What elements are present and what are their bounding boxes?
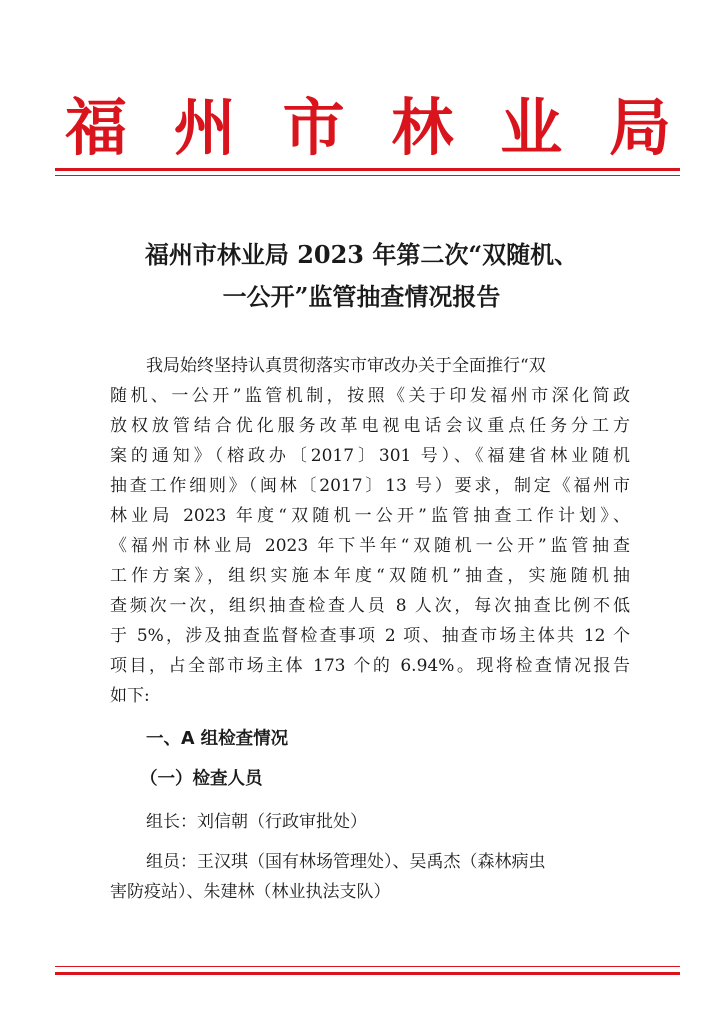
body-line: 我局始终坚持认真贯彻落实市审改办关于全面推行“双: [146, 356, 546, 376]
team-members-line1: 组员：王汉琪（国有林场管理处）、吴禹杰（森林病虫: [146, 852, 546, 872]
body-line: 项目，占全部市场主体 173 个的 6.94%。现将检查情况报告: [110, 656, 630, 676]
body-line: 《福州市林业局 2023 年下半年“双随机一公开”监管抽查: [110, 536, 630, 556]
body-line: 案的通知》（榕政办〔2017〕301 号）、《福建省林业随机: [110, 446, 630, 466]
masthead-char: 福: [64, 91, 127, 164]
footer-rule-thin: [55, 966, 680, 967]
masthead-char: 林: [391, 91, 454, 164]
body-line: 林业局 2023 年度“双随机一公开”监管抽查工作计划》、: [110, 506, 630, 526]
body-line: 放权放管结合优化服务改革电视电话会议重点任务分工方: [110, 416, 630, 436]
masthead-title: [58, 92, 678, 164]
body-line: 查频次一次，组织抽查检查人员 8 人次，每次抽查比例不低: [110, 596, 630, 616]
section-heading: 一、A 组检查情况: [146, 729, 289, 749]
body-line: 随机、一公开”监管机制，按照《关于印发福州市深化简政: [110, 386, 630, 406]
body-line: 抽查工作细则》（闽林〔2017〕13 号）要求，制定《福州市: [110, 476, 630, 496]
body-line: 于 5%，涉及抽查监督检查事项 2 项、抽查市场主体共 12 个: [110, 626, 630, 646]
masthead-char: 市: [282, 91, 345, 164]
body-line: 工作方案》，组织实施本年度“双随机”抽查，实施随机抽: [110, 566, 630, 586]
body-line: 如下:: [110, 686, 150, 706]
masthead-char: 局: [608, 91, 671, 164]
masthead-rule-thick: [55, 168, 680, 171]
masthead-char: 业: [500, 91, 563, 164]
team-members-line2: 害防疫站）、朱建林（林业执法支队）: [110, 882, 391, 902]
team-leader: 组长：刘信朝（行政审批处）: [146, 812, 367, 832]
footer-rule-thick: [55, 972, 680, 975]
masthead-char: 州: [173, 91, 236, 164]
masthead-rule-thin: [55, 175, 680, 176]
document-title-line1: 福州市林业局 2023 年第二次“双随机、: [144, 240, 579, 269]
document-title-line2: 一公开”监管抽查情况报告: [222, 282, 501, 311]
subsection-heading: （一）检查人员: [140, 769, 263, 789]
